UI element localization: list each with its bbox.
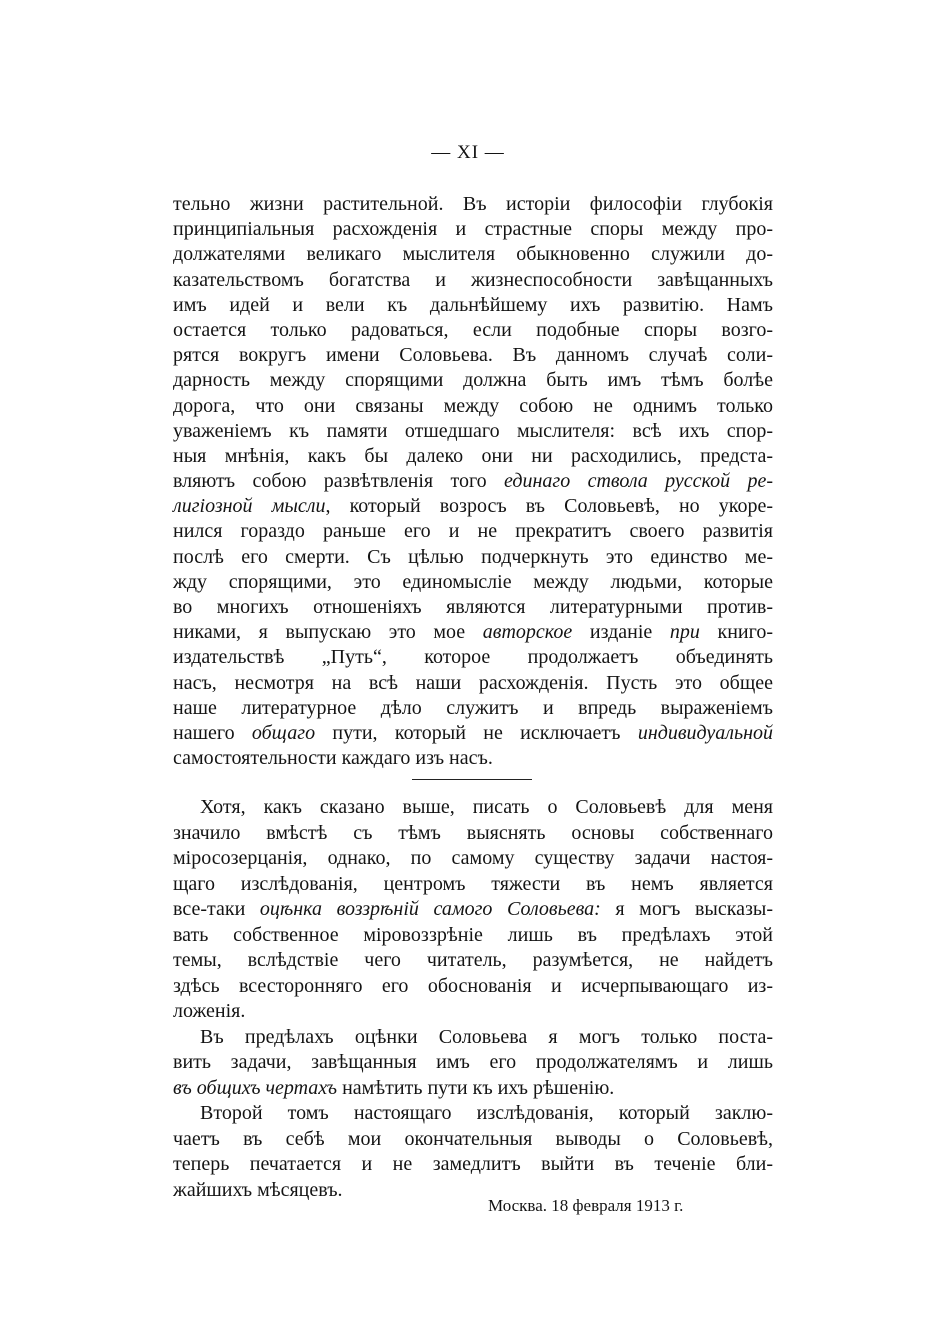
text-span: пути, который не исключаетъ (315, 721, 638, 744)
text-line: наше литературное дѣло служитъ и впредь выраженіемъ (173, 696, 773, 719)
italic-phrase: при (669, 621, 700, 644)
text-line (173, 897, 773, 923)
text-line: рятся вокругъ имени Соловьева. Въ данномъ случаѣ соли- (173, 344, 773, 367)
text-line (173, 469, 773, 494)
text-span: все-таки (173, 898, 260, 920)
body-text-section-2 (173, 795, 773, 1203)
text-line: щаго изслѣдованія, центромъ тяжести въ немъ является (173, 872, 773, 895)
section-divider (412, 779, 532, 780)
text-line: темы, вслѣдствіе чего читатель, разумѣется, не найдетъ (173, 949, 773, 971)
text-line: чаетъ въ себѣ мои окончательныя выводы о Соловьевѣ, (173, 1127, 773, 1150)
paragraph-1 (173, 192, 773, 771)
text-span: книго- (699, 621, 773, 644)
text-span: я могъ высказы- (600, 898, 774, 920)
text-line (173, 1076, 773, 1102)
italic-phrase: лигіозной мысли (173, 495, 326, 518)
text-line: дарность между спорящими должна быть имъ тѣмъ болѣе (173, 369, 773, 392)
text-span: вляютъ собою развѣтвленія того (173, 470, 505, 493)
text-line: ложенія. (173, 1000, 246, 1022)
text-line: Въ предѣлахъ оцѣнки Соловьева я могъ только поста- (200, 1025, 773, 1048)
text-line: тельно жизни растительной. Въ исторіи философіи глубокія (173, 193, 773, 215)
text-span: изданіе (572, 621, 670, 644)
text-span: никами, я выпускаю это мое (173, 621, 483, 644)
text-line (173, 721, 773, 746)
text-span: нашего (173, 721, 252, 744)
italic-phrase: индивидуальной (637, 721, 774, 744)
text-line: послѣ его смерти. Съ цѣлью подчеркнуть это единство ме- (173, 545, 773, 568)
text-line: имъ идей и вели къ дальнѣйшему ихъ развитію. Намъ (173, 293, 773, 316)
text-line: жайшихъ мѣсяцевъ. (173, 1178, 343, 1201)
text-line: нился гораздо раньше его и не прекратитъ своего развитія (173, 520, 773, 543)
text-line: міросозерцанія, однако, по самому существу задачи настоя- (173, 847, 773, 869)
text-line: дорога, что они связаны между собою не однимъ только (173, 394, 773, 417)
text-line: принципіальныя расхожденія и страстные споры между про- (173, 218, 773, 241)
text-line: Второй томъ настоящаго изслѣдованія, который заклю- (200, 1102, 773, 1124)
place-date-signature: Москва. 18 февраля 1913 г. (488, 1196, 684, 1215)
italic-phrase: въ общихъ чертахъ (173, 1076, 338, 1099)
text-line: насъ, несмотря на всѣ наши расхожденія. Пусть это общее (173, 671, 773, 694)
text-line: самостоятельности каждаго изъ насъ. (173, 747, 493, 770)
text-line: остается только радоваться, если подобные споры возго- (173, 318, 773, 341)
text-line: жду спорящими, это единомысліе между людьми, которые (173, 570, 773, 593)
text-line: казательствомъ богатства и жизнеспособности завѣщанныхъ (173, 268, 773, 291)
text-line: Хотя, какъ сказано выше, писать о Соловьевѣ для меня (200, 796, 773, 818)
page-number: — XI — (431, 142, 505, 163)
text-line (173, 494, 773, 519)
text-line: издательствѣ „Путь“, которое продолжаетъ объединять (173, 646, 773, 669)
text-line: должателями великаго мыслителя обыкновенно служили до- (173, 243, 773, 266)
italic-phrase: общаго (251, 721, 316, 744)
text-line: вить задачи, завѣщанныя имъ его продолжателямъ и лишь (173, 1051, 773, 1073)
text-line: ныя мнѣнія, какъ бы далеко они ни расходились, предста- (173, 444, 773, 467)
text-line: значило вмѣстѣ съ тѣмъ выяснять основы собственнаго (173, 821, 773, 844)
italic-phrase: оцѣнка воззрѣній самого Соловьева: (259, 898, 601, 920)
text-line: уваженіемъ къ памяти отшедшаго мыслителя: всѣ ихъ спор- (173, 419, 773, 442)
italic-phrase: авторское (482, 621, 573, 644)
italic-phrase: единаго ствола русской ре- (504, 470, 773, 493)
text-line: теперь печатается и не замедлитъ выйти въ теченіе бли- (173, 1153, 773, 1175)
text-line: вать собственное міровоззрѣніе лишь въ предѣлахъ этой (173, 923, 773, 946)
text-span: , который возросъ въ Соловьевѣ, но укоре- (325, 495, 773, 518)
text-line (173, 620, 773, 645)
text-span: намѣтить пути къ ихъ рѣшенію. (337, 1076, 615, 1099)
text-line: здѣсь всесторонняго его обоснованія и исчерпывающаго из- (173, 974, 773, 997)
text-line: во многихъ отношеніяхъ являются литературными против- (173, 596, 773, 618)
